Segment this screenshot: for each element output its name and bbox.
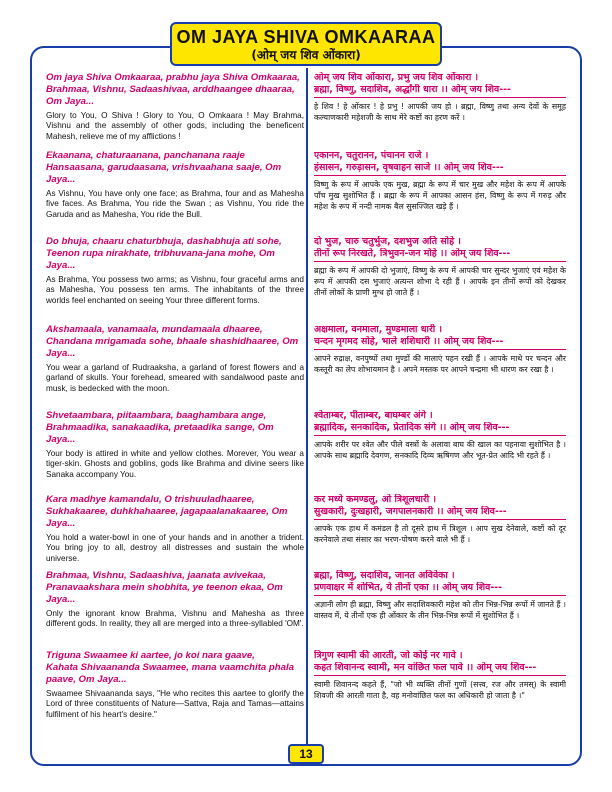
page-subtitle-hindi: (ओम् जय शिव ओंकारा) [251, 48, 361, 62]
verse-hindi-4 [314, 324, 566, 375]
verse-transliteration: Shvetaambara, piitaambara, baaghambara ange, Brahmaadika, sanakaadika, pretaadika sange, Om Jaya... [46, 410, 274, 445]
verse-translation: As Vishnu, You have only one face; as Brahma, four and as Mahesha five faces. As Brahma, You ride the Swan ; as Vishnu, You ride the Garuda and as Mahesha, You ride the Bull. [46, 189, 304, 219]
page-title: OM JAYA SHIVA OMKAARAA [176, 27, 436, 47]
verse-translation: You hold a water-bowl in one of your hands and in another a trident. You bring joy to all, destroy all distresses and sustain the whole universe. [46, 533, 304, 563]
verse-hindi-8 [314, 650, 566, 701]
verse-hindi-3 [314, 236, 566, 298]
hindi-verse-line: हंसासन, गरुड़ासन, वृषवाहन साजे ।। ओम् जय शिव--- [314, 162, 566, 176]
hindi-meaning: आपके शरीर पर श्वेत और पीले वस्त्रों के अलावा बाघ की खाल का पहनावा सुशोभित है । आपके साथ ब्रह्मादि देवगण, सनकादि दिव्य ऋषिगण और भूत-प्रेत आदि भी रहते हैं । [314, 440, 566, 460]
verse-english-2 [46, 150, 304, 220]
verse-transliteration: Triguna Swaamee ki aartee, jo koi nara gaave, Kahata Shivaananda Swaamee, mana vaamchita phala paave, Om Jaya... [46, 650, 294, 685]
hindi-verse-line: कहत शिवानन्द स्वामी, मन वांछित फल पावे ।। ओम् जय शिव--- [314, 662, 566, 676]
verse-translation: You wear a garland of Rudraaksha, a garland of forest flowers and a garland of skulls. Your forehead, smeared with sandalwood paste and musk, is bedecked with the moon. [46, 363, 304, 393]
hindi-verse-line: ब्रह्मा, विष्णु, सदाशिव, अर्द्धांगी धारा ।। ओम् जय शिव--- [314, 84, 566, 98]
page-number: 13 [288, 744, 324, 764]
verse-translation: Your body is attired in white and yellow clothes. Morever, You wear a tiger-skin. Ghosts and goblins, gods like Brahma and divine seers like Sanaka accompany You. [46, 449, 304, 479]
hindi-verse-line: प्रणवाक्षर में शोभित, ये तीनों एका ।। ओम् जय शिव--- [314, 582, 566, 596]
hindi-meaning: आपने रुद्राक्ष, वनपुष्पों तथा मुण्डों की मालाएं पहन रखी हैं । आपके माथे पर चन्दन और कस्तूरी का लेप शोभायमान है । अपने मस्तक पर आपने चन्द्रमा भी धारण कर रखा है । [314, 354, 566, 374]
verse-hindi-2 [314, 150, 566, 212]
hindi-meaning: स्वामी शिवानन्द कहते हैं, "जो भी व्यक्ति तीनों गुणों (सत्त्व, रज और तमस्) के स्वामी शिवजी की आरती गाता है, वह मनोवांछित फल का अधिकारी हो जाता है ।" [314, 680, 566, 700]
verse-transliteration: Do bhuja, chaaru chaturbhuja, dashabhuja ati sohe, Teenon rupa nirakhate, tribhuvana-jana mohe, Om Jaya... [46, 236, 282, 271]
verse-translation: As Brahma, You possess two arms; as Vishnu, four graceful arms and as Mahesha, You possess ten arms. The inhabitants of the three worlds feel enchanted on seeing Your three different forms. [46, 275, 304, 305]
hindi-meaning: आपके एक हाथ में कमंडल है तो दूसरे हाथ में त्रिशूल । आप सुख देनेवाले, कष्टों को दूर करनेवाले तथा संसार का भरण-पोषण करने वाले भी हैं । [314, 524, 566, 544]
verse-hindi-1 [314, 72, 566, 123]
verse-english-4 [46, 324, 304, 394]
hindi-meaning: विष्णु के रूप में आपके एक मुख, ब्रह्मा के रूप में चार मुख और महेश के रूप में आपके पाँच मुख सुशोभित हैं । ब्रह्मा के रूप में आपका आसन हंस, विष्णु के रूप में गरुड़ और महेश के रूप में नन्दी नामक बैल सुसज्जित खड़े हैं । [314, 180, 566, 211]
verse-transliteration: Om jaya Shiva Omkaaraa, prabhu jaya Shiva Omkaaraa, Brahmaa, Vishnu, Sadaashivaa, arddhaangee dhaaraa, Om Jaya... [46, 72, 300, 107]
verse-transliteration: Ekaanana, chaturaanana, panchanana raaje Hansaasana, garudaasana, vrishvaahana saaje, Om Jaya... [46, 150, 282, 185]
hindi-verse-line: कर मध्ये कमण्डलु, ओ त्रिशूलधारी । [314, 494, 437, 505]
verse-english-7 [46, 570, 304, 630]
verse-hindi-5 [314, 410, 566, 461]
verse-english-6 [46, 494, 304, 564]
verse-english-1 [46, 72, 304, 142]
hindi-meaning: ब्रह्मा के रूप में आपकी दो भुजाएं, विष्णु के रूप में आपकी चार सुन्दर भुजाएं एवं महेश के रूप में आपकी दस भुजाएं अत्यन्त शोभा दे रही हैं । आपके इन तीनों रूपों को देखकर तीनों लोकों के प्राणी मुग्ध हो जाते हैं । [314, 266, 566, 297]
hindi-verse-line: चन्दन मृगमद सोहे, भाले शशिधारी ।। ओम् जय शिव--- [314, 336, 566, 350]
verse-hindi-7 [314, 570, 566, 621]
hindi-meaning: हे शिव ! हे ओंकार ! हे प्रभु ! आपकी जय हो । ब्रह्मा, विष्णु तथा अन्य देवों के समूह कल्याणकारी महेशजी के साथ मेरे कष्टों का हरण करें । [314, 102, 566, 122]
verse-translation: Only the ignorant know Brahma, Vishnu and Mahesha as three different gods. In reality, they all are merged into a three-syllabled 'OM'. [46, 609, 304, 629]
hindi-meaning: अज्ञानी लोग ही ब्रह्मा, विष्णु और सदाशिवकारी महेश को तीन भिन्न-भिन्न रूपों में जानते हैं । वास्तव में, ये तीनों एक ही ओंकार के तीन भिन्न-भिन्न रूपों में सुशोभित हैं । [314, 600, 566, 620]
hindi-verse-line: ब्रह्मा, विष्णु, सदाशिव, जानत अविवेका । [314, 570, 455, 581]
hindi-verse-line: ब्रह्मादिक, सनकादिक, प्रेतादिक संगे ।। ओम् जय शिव--- [314, 422, 566, 436]
hindi-verse-line: त्रिगुण स्वामी की आरती, जो कोई नर गावे । [314, 650, 463, 661]
hindi-verse-line: एकानन, चतुरानन, पंचानन राजे । [314, 150, 429, 161]
verse-transliteration: Kara madhye kamandalu, O trishuuladhaaree, Sukhakaaree, duhkhahaaree, jagapaalanakaaree, Om Jaya... [46, 494, 288, 529]
hindi-verse-line: ओम् जय शिव ओंकारा, प्रभु जय शिव ओंकारा । [314, 72, 479, 83]
hindi-verse-line: दो भुज, चारु चतुर्भुज, दशभुज अति सोहे । [314, 236, 461, 247]
verse-hindi-6 [314, 494, 566, 545]
hindi-verse-line: श्वेताम्बर, पीताम्बर, बाघम्बर अंगे । [314, 410, 433, 421]
hindi-verse-line: तीनों रूप निरखते, त्रिभुवन-जन मोहे ।। ओम् जय शिव--- [314, 248, 566, 262]
verse-transliteration: Brahmaa, Vishnu, Sadaashiva, jaanata avivekaa, Pranavaakshara mein shobhita, ye teenon ekaa, Om Jaya... [46, 570, 283, 605]
verse-english-5 [46, 410, 304, 480]
verse-translation: Swaamee Shivaananda says, "He who recites this aartee to glorify the Lord of three constituents of Nature—Sattva, Raja and Tamas—attains fulfilment of his heart's desire." [46, 689, 304, 719]
hindi-verse-line: सुखकारी, दुःखहारी, जगपालनकारी ।। ओम् जय शिव--- [314, 506, 566, 520]
verse-english-8 [46, 650, 304, 720]
hindi-verse-line: अक्षमाला, वनमाला, मुण्डमाला धारी । [314, 324, 443, 335]
column-divider [306, 68, 308, 744]
verse-transliteration: Akshamaala, vanamaala, mundamaala dhaaree, Chandana mrigamada sohe, bhaale shashidhaaree, Om Jaya... [46, 324, 299, 359]
verse-english-3 [46, 236, 304, 306]
verse-translation: Glory to You, O Shiva ! Glory to You, O Omkaara ! May Brahma, Vishnu and the assembly of other gods, including the beneficent Mahesh, relieve me of my afflictions ! [46, 111, 304, 141]
title-box [170, 22, 442, 66]
